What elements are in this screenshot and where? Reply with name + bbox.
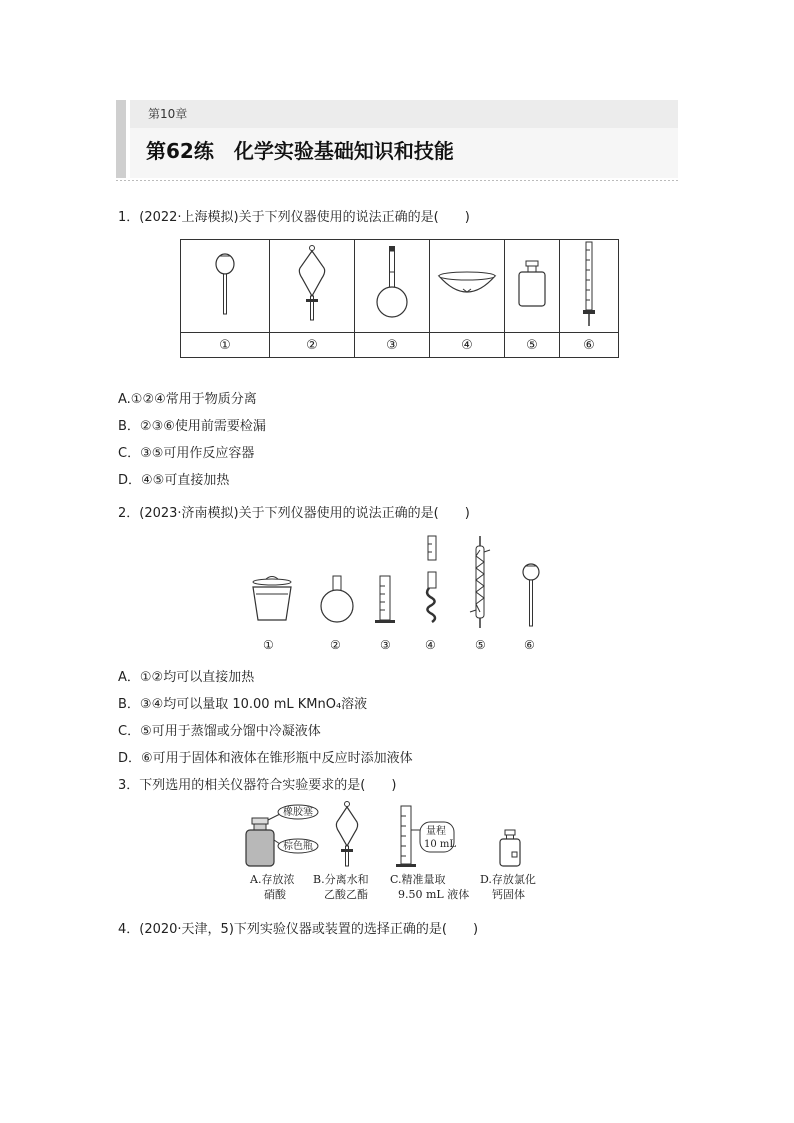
apparatus-label-4: ④ [430, 333, 505, 358]
question-2-option-a[interactable]: A．①②均可以直接加热 [118, 670, 255, 685]
apparatus-cell-3 [355, 240, 430, 333]
question-4-stem: 4．(2020·天津，5)下列实验仪器或装置的选择正确的是( ) [118, 922, 479, 937]
q2-label-2: ② [330, 638, 341, 652]
q3-caption-c-line1: C.精准量取 [390, 873, 446, 886]
apparatus-label-2: ② [270, 333, 355, 358]
apparatus-label-3: ③ [355, 333, 430, 358]
q3-caption-b-line1: B.分离水和 [313, 873, 369, 886]
apparatus-cell-5 [505, 240, 560, 333]
q2-label-6: ⑥ [524, 638, 535, 652]
apparatus-cell-4 [430, 240, 505, 333]
callout-brown-bottle: 棕色瓶 [283, 841, 313, 852]
funnel-icon [205, 244, 245, 324]
q3-caption-b-line2: 乙酸乙酯 [324, 888, 368, 901]
q3-caption-d-line1: D.存放氯化 [480, 873, 536, 886]
chapter-label: 第10章 [130, 100, 678, 128]
crucible-icon [253, 577, 291, 621]
page-title: 第62练 化学实验基础知识和技能 [130, 128, 678, 178]
question-1-option-b[interactable]: B．②③⑥使用前需要检漏 [118, 419, 266, 434]
q2-label-4: ④ [425, 638, 436, 652]
q3-caption-a-line1: A.存放浓 [250, 873, 295, 886]
graduated-cylinder-icon [375, 576, 395, 623]
question-3-stem: 3．下列选用的相关仪器符合实验要求的是( ) [118, 778, 397, 793]
apparatus-label-1: ① [181, 333, 270, 358]
q3-caption-c-line2: 9.50 mL 液体 [398, 888, 470, 901]
volumetric-flask-icon [372, 242, 412, 326]
question-1-apparatus-table [180, 239, 619, 358]
q2-label-5: ⑤ [475, 638, 486, 652]
header-accent-bar [116, 100, 126, 178]
evaporating-dish-icon [437, 264, 497, 304]
q2-label-3: ③ [380, 638, 391, 652]
reagent-bottle-icon [515, 259, 549, 309]
header-divider [116, 180, 678, 181]
question-2-stem: 2．(2023·济南模拟)关于下列仪器使用的说法正确的是( ) [118, 506, 470, 521]
apparatus-cell-1 [181, 240, 270, 333]
question-2-apparatus-figure [240, 532, 560, 636]
apparatus-label-5: ⑤ [505, 333, 560, 358]
wide-mouth-bottle-icon [500, 830, 520, 866]
long-neck-funnel-icon [523, 564, 539, 626]
q3-caption-a-line2: 硝酸 [264, 888, 286, 901]
apparatus-label-6: ⑥ [560, 333, 619, 358]
apparatus-cell-6 [560, 240, 619, 333]
question-1-option-a[interactable]: A.①②④常用于物质分离 [118, 392, 257, 407]
round-bottom-flask-icon [321, 576, 353, 622]
q3-caption-d-line2: 钙固体 [492, 888, 525, 901]
apparatus-cell-2 [270, 240, 355, 333]
condenser-icon [470, 536, 490, 628]
burette-icon [579, 240, 599, 328]
question-2-option-d[interactable]: D．⑥可用于固体和液体在锥形瓶中反应时添加液体 [118, 751, 413, 766]
callout-stopper: 橡胶塞 [283, 807, 313, 818]
callout-range-label: 量程 [426, 826, 446, 837]
chapter-header [116, 100, 678, 196]
burette-with-flask-icon [427, 536, 436, 622]
q2-label-1: ① [263, 638, 274, 652]
separatory-funnel-icon [292, 242, 332, 326]
question-2-option-c[interactable]: C．⑤可用于蒸馏或分馏中冷凝液体 [118, 724, 321, 739]
question-1-option-d[interactable]: D．④⑤可直接加热 [118, 473, 230, 488]
question-1-stem: 1．(2022·上海模拟)关于下列仪器使用的说法正确的是( ) [118, 210, 470, 225]
question-1-option-c[interactable]: C．③⑤可用作反应容器 [118, 446, 255, 461]
callout-range-value: 10 mL [424, 839, 457, 850]
question-2-option-b[interactable]: B．③④均可以量取 10.00 mL KMnO₄溶液 [118, 697, 368, 712]
separatory-funnel-icon [336, 802, 357, 867]
